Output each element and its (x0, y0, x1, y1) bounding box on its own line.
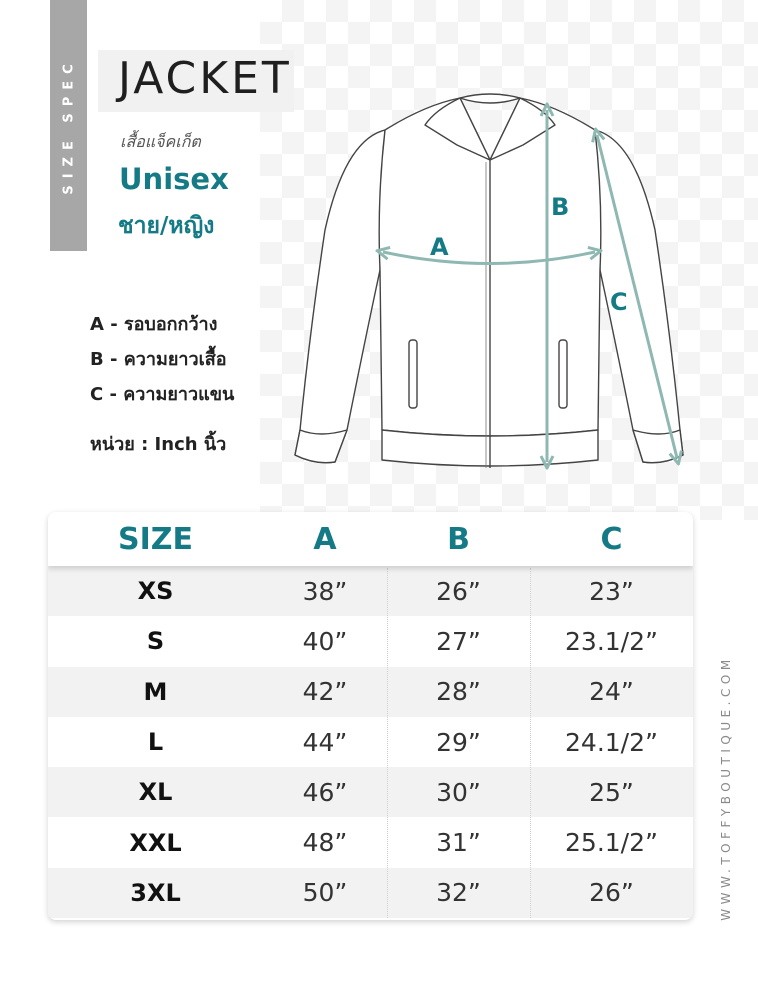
table-row (48, 616, 693, 666)
legend-item-c: C - ความยาวแขน (90, 384, 235, 405)
website-url: WWW.TOFFYBOUTIQUE.COM (719, 655, 733, 921)
table-row (48, 717, 693, 767)
a-cell: 40” (302, 626, 348, 656)
unisex-label: Unisex (119, 162, 229, 196)
size-cell: M (143, 677, 168, 706)
a-cell: 50” (302, 878, 348, 908)
size-cell: XXL (129, 828, 182, 857)
c-cell: 25.1/2” (565, 828, 658, 858)
table-row (48, 767, 693, 817)
legend-item-a: A - รอบอกกว้าง (90, 314, 218, 335)
b-cell: 32” (436, 878, 481, 908)
diagram-label-a: A (430, 233, 449, 261)
b-cell: 30” (436, 777, 481, 807)
b-cell: 27” (436, 626, 481, 656)
c-cell: 26” (589, 878, 634, 908)
header-a: A (313, 521, 337, 557)
table-row (48, 868, 693, 918)
unit-label: หน่วย : Inch นิ้ว (90, 434, 227, 455)
b-cell: 29” (436, 727, 481, 757)
table-row (48, 667, 693, 717)
product-title: JACKET (118, 53, 292, 104)
size-cell: XS (137, 577, 174, 606)
header-c: C (600, 521, 623, 557)
size-table (48, 512, 693, 920)
header-size: SIZE (117, 521, 193, 557)
table-body (48, 566, 693, 918)
c-cell: 23.1/2” (565, 626, 658, 656)
a-cell: 46” (302, 777, 348, 807)
b-cell: 31” (436, 828, 481, 858)
left-cuff (295, 430, 347, 463)
legend-item-b: B - ความยาวเสื้อ (90, 349, 227, 370)
a-cell: 44” (302, 727, 348, 757)
table-row (48, 566, 693, 616)
size-spec-tab (50, 0, 87, 251)
product-subtitle-thai: เสื้อแจ็คเก็ต (120, 132, 201, 151)
size-cell: XL (138, 778, 173, 807)
c-cell: 24” (589, 677, 634, 707)
measurement-legend (90, 312, 234, 417)
c-cell: 24.1/2” (565, 727, 658, 757)
a-cell: 42” (302, 677, 348, 707)
column-divider (387, 568, 389, 918)
a-cell: 48” (302, 828, 348, 858)
size-spec-label: SIZE SPEC (61, 56, 76, 195)
size-cell: L (147, 728, 164, 757)
diagram-label-b: B (551, 193, 570, 221)
header-b: B (447, 521, 470, 557)
a-cell: 38” (302, 576, 348, 606)
table-header (48, 512, 693, 566)
size-cell: 3XL (130, 878, 181, 907)
c-cell: 23” (589, 576, 634, 606)
gender-label-thai: ชาย/หญิง (118, 213, 215, 239)
diagram-label-c: C (610, 288, 628, 316)
table-row (48, 817, 693, 867)
collar-back (460, 94, 520, 103)
column-divider (530, 568, 532, 918)
size-cell: S (146, 627, 165, 656)
c-cell: 25” (589, 777, 634, 807)
jacket-diagram (285, 70, 705, 480)
left-sleeve (295, 130, 385, 463)
b-cell: 28” (436, 677, 481, 707)
b-cell: 26” (436, 576, 481, 606)
